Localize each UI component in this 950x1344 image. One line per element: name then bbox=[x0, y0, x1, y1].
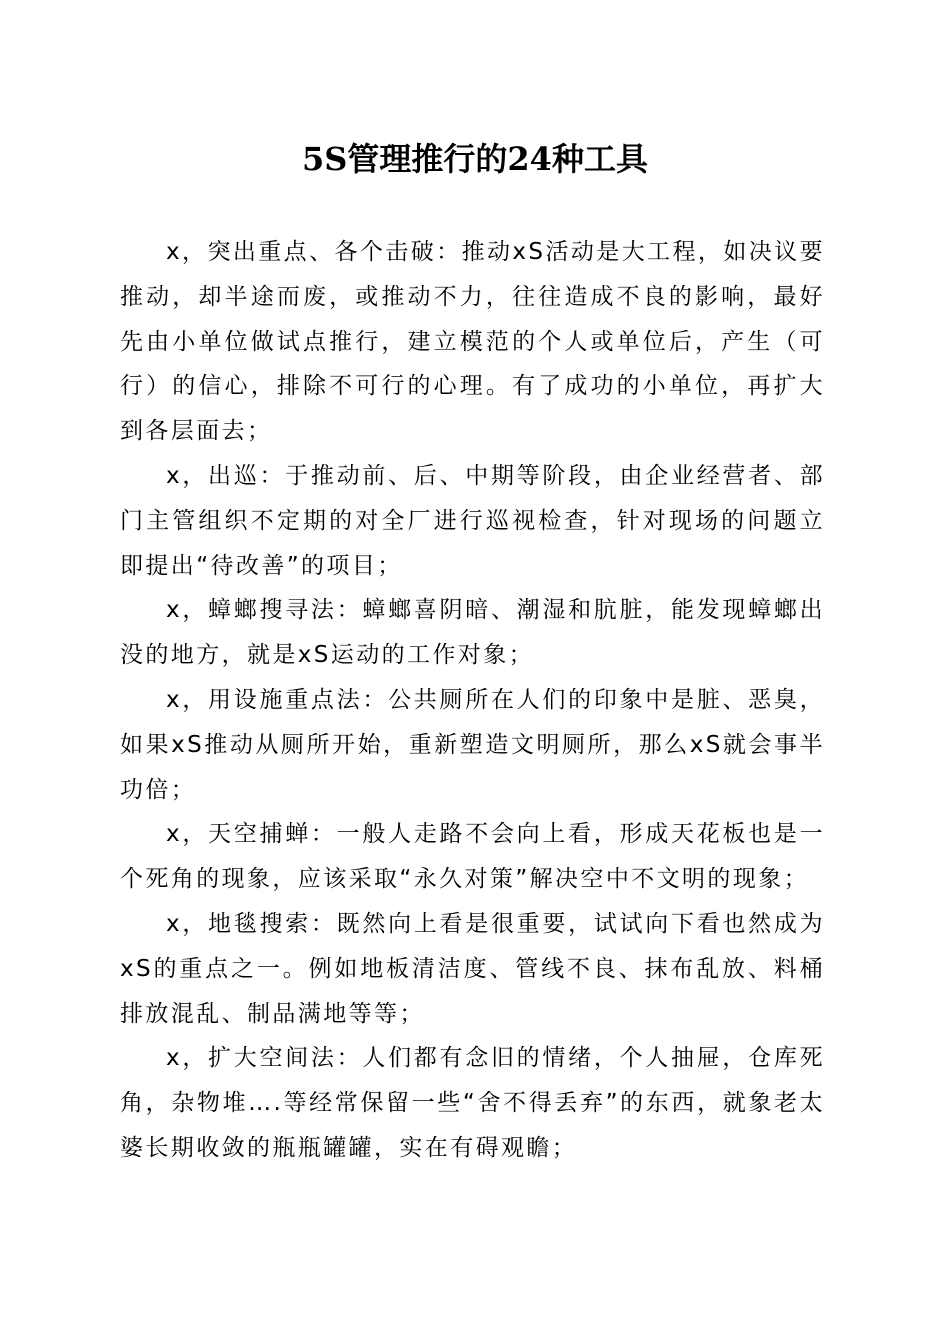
paragraph-7: x，扩大空间法：人们都有念旧的情绪，个人抽屉，仓库死角，杂物堆….等经常保留一些“舍不得丢弃”的东西，就象老太婆长期收敛的瓶瓶罐罐，实在有碍观瞻； bbox=[120, 1045, 825, 1161]
document-title: 5S管理推行的24种工具 bbox=[302, 140, 648, 178]
paragraph-2: x，出巡：于推动前、后、中期等阶段，由企业经营者、部门主管组织不定期的对全厂进行巡视检查，针对现场的问题立即提出“待改善”的项目； bbox=[120, 462, 825, 579]
paragraph-5: x，天空捕蝉：一般人走路不会向上看，形成天花板也是一个死角的现象，应该采取“永久对策”解决空中不文明的现象； bbox=[120, 821, 825, 893]
paragraph-3: x，蟑螂搜寻法：蟑螂喜阴暗、潮湿和肮脏，能发现蟑螂出没的地方，就是xS运动的工作对象； bbox=[120, 597, 825, 669]
paragraph-6: x，地毯搜索：既然向上看是很重要，试试向下看也然成为xS的重点之一。例如地板清洁度、管线不良、抹布乱放、料桶排放混乱、制品满地等等； bbox=[120, 910, 825, 1027]
paragraph-4: x，用设施重点法：公共厕所在人们的印象中是脏、恶臭，如果xS推动从厕所开始，重新塑造文明厕所，那么xS就会事半功倍； bbox=[120, 686, 825, 803]
paragraph-1: x，突出重点、各个击破：推动xS活动是大工程，如决议要推动，却半途而废，或推动不力，往往造成不良的影响，最好先由小单位做试点推行，建立模范的个人或单位后，产生（可行）的信心，排除不可行的心理。有了成功的小单位，再扩大到各层面去； bbox=[120, 239, 825, 445]
document-body bbox=[120, 230, 825, 1171]
